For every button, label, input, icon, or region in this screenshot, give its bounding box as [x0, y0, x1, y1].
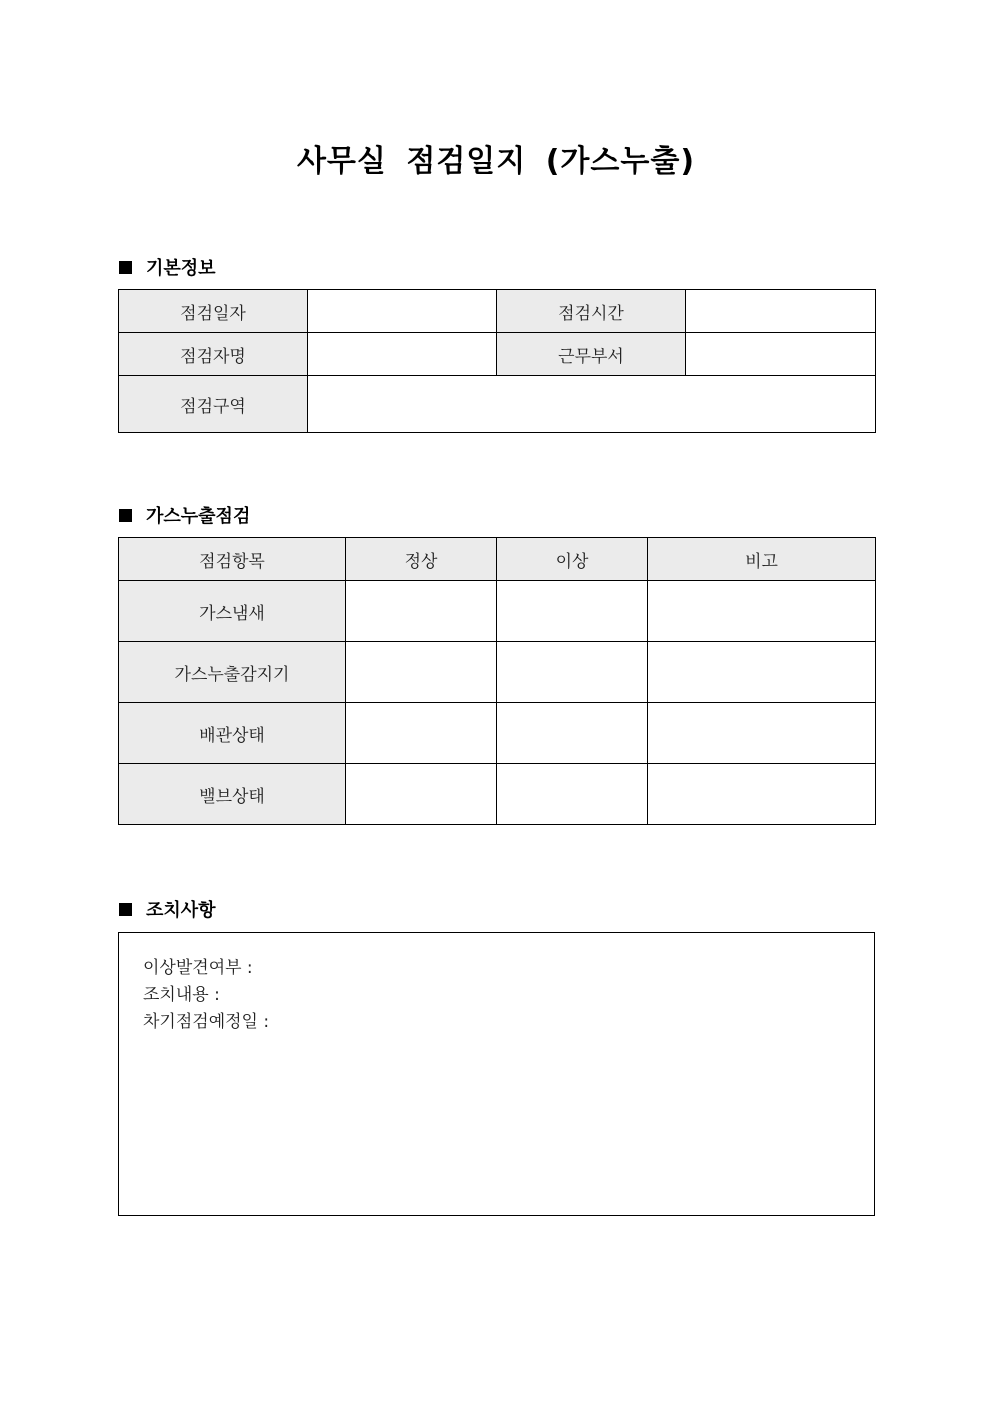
check-item-label: 배관상태: [119, 703, 346, 764]
column-header-abnormal: 이상: [497, 538, 648, 581]
table-row: [119, 290, 876, 333]
abnormal-check-cell[interactable]: [497, 764, 648, 825]
table-header-row: [119, 538, 876, 581]
table-row: [119, 703, 876, 764]
square-bullet-icon: [119, 509, 132, 522]
normal-check-cell[interactable]: [346, 642, 497, 703]
section-heading-gas: [119, 502, 250, 528]
column-header-remarks: 비고: [648, 538, 876, 581]
table-row: [119, 376, 876, 433]
next-inspection-line: 차기점검예정일 :: [143, 1012, 270, 1032]
page-title: 사무실 점검일지 (가스누출): [296, 144, 696, 179]
section-heading-action-label: 조치사항: [146, 900, 216, 921]
section-heading-action: [119, 896, 216, 922]
column-header-item: 점검항목: [119, 538, 346, 581]
check-item-label: 가스누출감지기: [119, 642, 346, 703]
section-heading-basic: [119, 254, 216, 280]
remarks-cell[interactable]: [648, 764, 876, 825]
abnormal-check-cell[interactable]: [497, 581, 648, 642]
column-header-normal: 정상: [346, 538, 497, 581]
table-row: [119, 333, 876, 376]
department-field[interactable]: [686, 333, 876, 376]
table-row: [119, 642, 876, 703]
abnormal-check-cell[interactable]: [497, 703, 648, 764]
square-bullet-icon: [119, 903, 132, 916]
inspection-date-label: 점검일자: [119, 290, 308, 333]
normal-check-cell[interactable]: [346, 703, 497, 764]
inspection-time-field[interactable]: [686, 290, 876, 333]
inspector-name-field[interactable]: [308, 333, 497, 376]
inspection-date-field[interactable]: [308, 290, 497, 333]
inspection-area-label: 점검구역: [119, 376, 308, 433]
square-bullet-icon: [119, 261, 132, 274]
abnormal-found-line: 이상발견여부 :: [143, 958, 253, 978]
department-label: 근무부서: [497, 333, 686, 376]
remarks-cell[interactable]: [648, 703, 876, 764]
section-heading-gas-label: 가스누출점검: [146, 506, 251, 527]
inspection-area-field[interactable]: [308, 376, 876, 433]
check-item-label: 가스냄새: [119, 581, 346, 642]
check-item-label: 밸브상태: [119, 764, 346, 825]
action-notes-box[interactable]: [118, 932, 875, 1216]
normal-check-cell[interactable]: [346, 764, 497, 825]
gas-check-table: [118, 537, 876, 825]
normal-check-cell[interactable]: [346, 581, 497, 642]
remarks-cell[interactable]: [648, 581, 876, 642]
table-row: [119, 764, 876, 825]
action-detail-line: 조치내용 :: [143, 985, 220, 1005]
abnormal-check-cell[interactable]: [497, 642, 648, 703]
basic-info-table: [118, 289, 876, 433]
section-heading-basic-label: 기본정보: [146, 258, 216, 279]
inspection-time-label: 점검시간: [497, 290, 686, 333]
remarks-cell[interactable]: [648, 642, 876, 703]
inspector-name-label: 점검자명: [119, 333, 308, 376]
table-row: [119, 581, 876, 642]
